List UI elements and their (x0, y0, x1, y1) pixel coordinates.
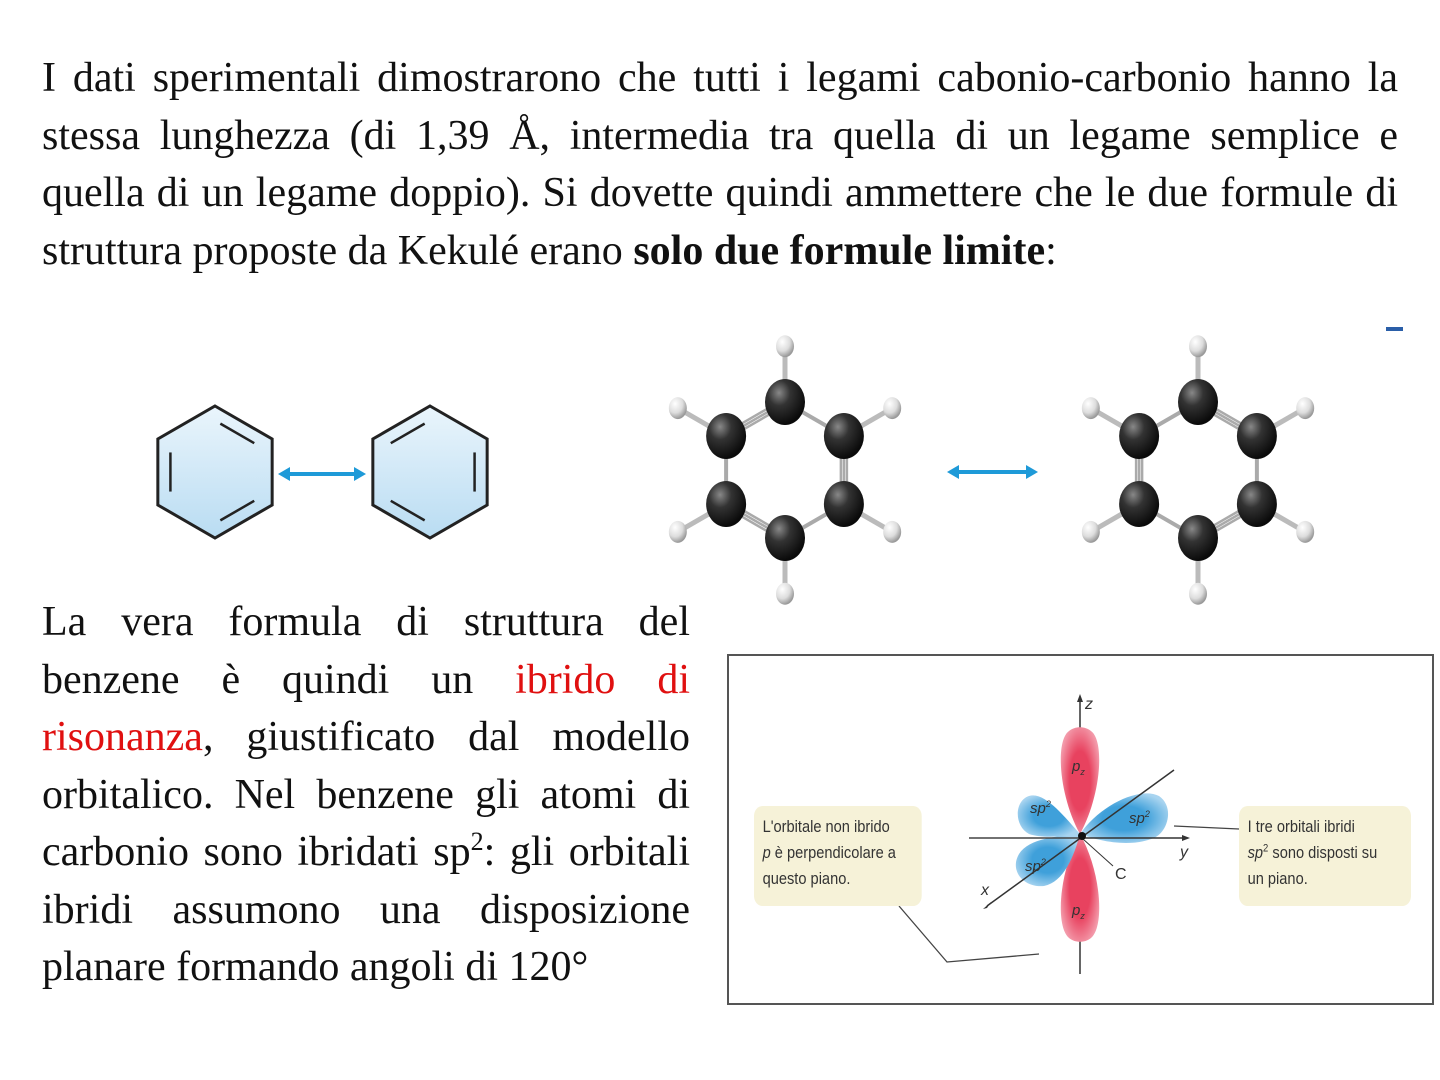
hydrogen-atom (1082, 397, 1100, 419)
carbon-atom (1237, 481, 1277, 527)
left-callout: L'orbitale non ibrido p è perpendicolare a questo piano. (754, 806, 922, 906)
benzene-ring (373, 406, 487, 538)
carbon-atom (1119, 481, 1159, 527)
carbon-atom (824, 413, 864, 459)
right-callout: I tre orbitali ibridi $sp^2$ sono disposti su un piano. (1239, 806, 1411, 906)
axis-x-label: x (981, 882, 989, 899)
text-part: , giustificato dal modello orbitalico. Nel benzene gli atomi di carbonio sono ibridati sp (42, 714, 690, 875)
text-part: : gli orbitali ibridi assumono una disposizione planare formando angoli di 120° (42, 829, 691, 990)
highlight-resonance-hybrid: ibrido di risonanza (42, 656, 690, 760)
carbon-atom (765, 515, 805, 561)
hydrogen-atom (669, 397, 687, 419)
arrow-head-right (1026, 465, 1038, 479)
arrow-head-left (947, 465, 959, 479)
hydrogen-atom (776, 335, 794, 357)
sp2-label-front: $sp^2$ (1025, 857, 1046, 875)
arrow-head-left (278, 467, 290, 481)
carbon-atom (1237, 413, 1277, 459)
colon: : (1045, 227, 1057, 274)
axis-z-label: z (1085, 696, 1093, 713)
carbon-atom (706, 481, 746, 527)
hybrid-paragraph (42, 594, 690, 997)
sp2-label-back: $sp^2$ (1030, 799, 1051, 817)
pz-top-label: $p_z$ (1072, 758, 1085, 777)
hydrogen-atom (1082, 521, 1100, 543)
sp2-label-right: $sp^2$ (1129, 809, 1150, 827)
carbon-atom (1119, 413, 1159, 459)
pz-bottom-label: $p_z$ (1072, 902, 1085, 921)
pz-lobe-top (1061, 727, 1099, 834)
carbon-atom (706, 413, 746, 459)
axis-y-label: y (1180, 844, 1188, 861)
hydrogen-atom (1296, 397, 1314, 419)
arrow-head-right (354, 467, 366, 481)
hydrogen-atom (669, 521, 687, 543)
superscript: 2 (470, 827, 484, 856)
hydrogen-atom (1189, 583, 1207, 605)
hydrogen-atom (883, 521, 901, 543)
carbon-atom (1178, 515, 1218, 561)
hydrogen-atom (883, 397, 901, 419)
hydrogen-atom (1189, 335, 1207, 357)
intro-text: I dati sperimentali dimostrarono che tutti i legami cabonio-carbonio hanno la stessa lunghezza (di 1,39 Å, intermedia tra quella di un legame semplice e quella di un legame doppio). Si dovette quindi ammettere che le due formule di struttura proposte da Kekulé erano (42, 55, 1398, 274)
carbon-label: C (1115, 866, 1127, 883)
carbon-atom (824, 481, 864, 527)
hydrogen-atom (776, 583, 794, 605)
benzene-ring (158, 406, 272, 538)
bold-phrase: solo due formule limite (633, 227, 1046, 274)
hydrogen-atom (1296, 521, 1314, 543)
text-part: La vera formula di struttura del benzene è quindi un (42, 599, 690, 703)
carbon-atom (1178, 379, 1218, 425)
carbon-atom (765, 379, 805, 425)
orbital-figure (727, 654, 1434, 1005)
